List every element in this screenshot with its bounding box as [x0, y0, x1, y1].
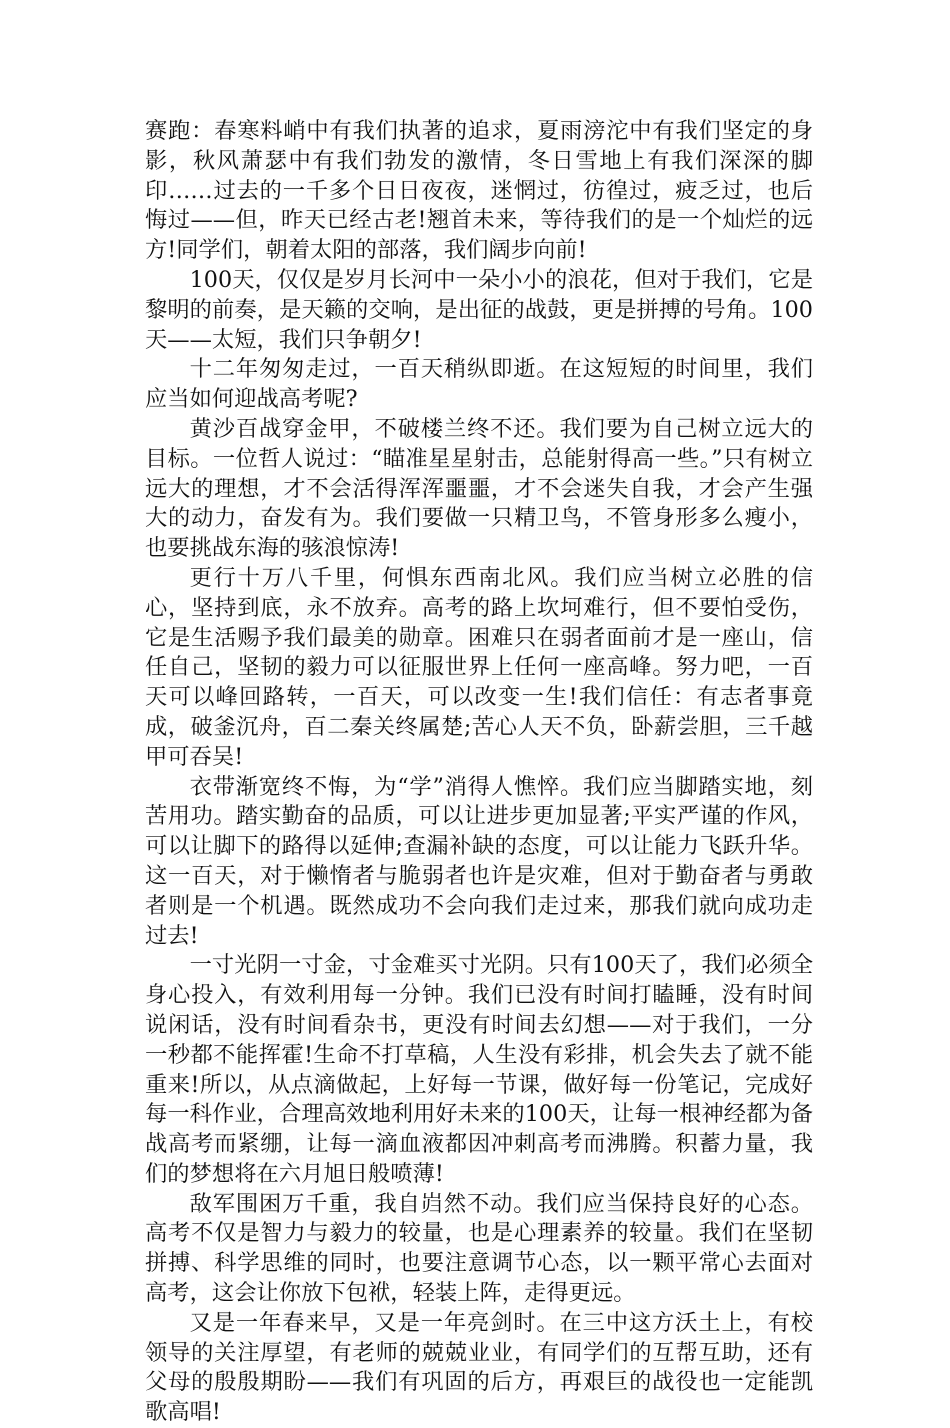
paragraph: 赛跑：春寒料峭中有我们执著的追求，夏雨滂沱中有我们坚定的身影，秋风萧瑟中有我们勃发的激情，冬日雪地上有我们深深的脚印……过去的一千多个日日夜夜，迷惘过，彷徨过，疲乏过，也后悔过——但，昨天已经古老!翘首未来，等待我们的是一个灿烂的远方!同学们，朝着太阳的部落，我们阔步向前! — [145, 118, 813, 264]
document-page — [145, 117, 813, 1428]
paragraph: 衣带渐宽终不悔，为“学”消得人憔悴。我们应当脚踏实地，刻苦用功。踏实勤奋的品质，可以让进步更加显著;平实严谨的作风，可以让脚下的路得以延伸;查漏补缺的态度，可以让能力飞跃升华。这一百天，对于懒惰者与脆弱者也许是灾难，但对于勤奋者与勇敢者则是一个机遇。既然成功不会向我们走过来，那我们就向成功走过去! — [145, 773, 813, 949]
paragraph: 更行十万八千里，何惧东西南北风。我们应当树立必胜的信心，坚持到底，永不放弃。高考的路上坎坷难行，但不要怕受伤，它是生活赐予我们最美的勋章。困难只在弱者面前才是一座山，信任自己，坚韧的毅力可以征服世界上任何一座高峰。努力吧，一百天可以峰回路转，一百天，可以改变一生!我们信任：有志者事竟成，破釜沉舟，百二秦关终属楚;苦心人天不负，卧薪尝胆，三千越甲可吞吴! — [145, 564, 813, 770]
paragraph: 又是一年春来早，又是一年亮剑时。在三中这方沃土上，有校领导的关注厚望，有老师的兢兢业业，有同学们的互帮互助，还有父母的殷殷期盼——我们有巩固的后方，再艰巨的战役也一定能凯歌高唱! — [145, 1309, 813, 1426]
paragraph: 敌军围困万千重，我自岿然不动。我们应当保持良好的心态。高考不仅是智力与毅力的较量，也是心理素养的较量。我们在坚韧拼搏、科学思维的同时，也要注意调节心态，以一颗平常心去面对高考，这会让你放下包袱，轻装上阵，走得更远。 — [145, 1190, 813, 1307]
paragraph: 100天，仅仅是岁月长河中一朵小小的浪花，但对于我们，它是黎明的前奏，是天籁的交响，是出征的战鼓，更是拼搏的号角。100天——太短，我们只争朝夕! — [145, 266, 813, 353]
paragraph: 十二年匆匆走过，一百天稍纵即逝。在这短短的时间里，我们应当如何迎战高考呢? — [145, 356, 813, 413]
paragraph: 黄沙百战穿金甲，不破楼兰终不还。我们要为自己树立远大的目标。一位哲人说过：“瞄准星星射击，总能射得高一些。”只有树立远大的理想，才不会活得浑浑噩噩，才不会迷失自我，才会产生强大的动力，奋发有为。我们要做一只精卫鸟，不管身形多么瘦小，也要挑战东海的骇浪惊涛! — [145, 415, 813, 562]
paragraph: 一寸光阴一寸金，寸金难买寸光阴。只有100天了，我们必须全身心投入，有效利用每一分钟。我们已没有时间打瞌睡，没有时间说闲话，没有时间看杂书，更没有时间去幻想——对于我们，一分一秒都不能挥霍!生命不打草稿，人生没有彩排，机会失去了就不能重来!所以，从点滴做起，上好每一节课，做好每一份笔记，完成好每一科作业，合理高效地利用好未来的100天，让每一根神经都为备战高考而紧绷，让每一滴血液都因冲刺高考而沸腾。积蓄力量，我们的梦想将在六月旭日般喷薄! — [145, 952, 813, 1187]
